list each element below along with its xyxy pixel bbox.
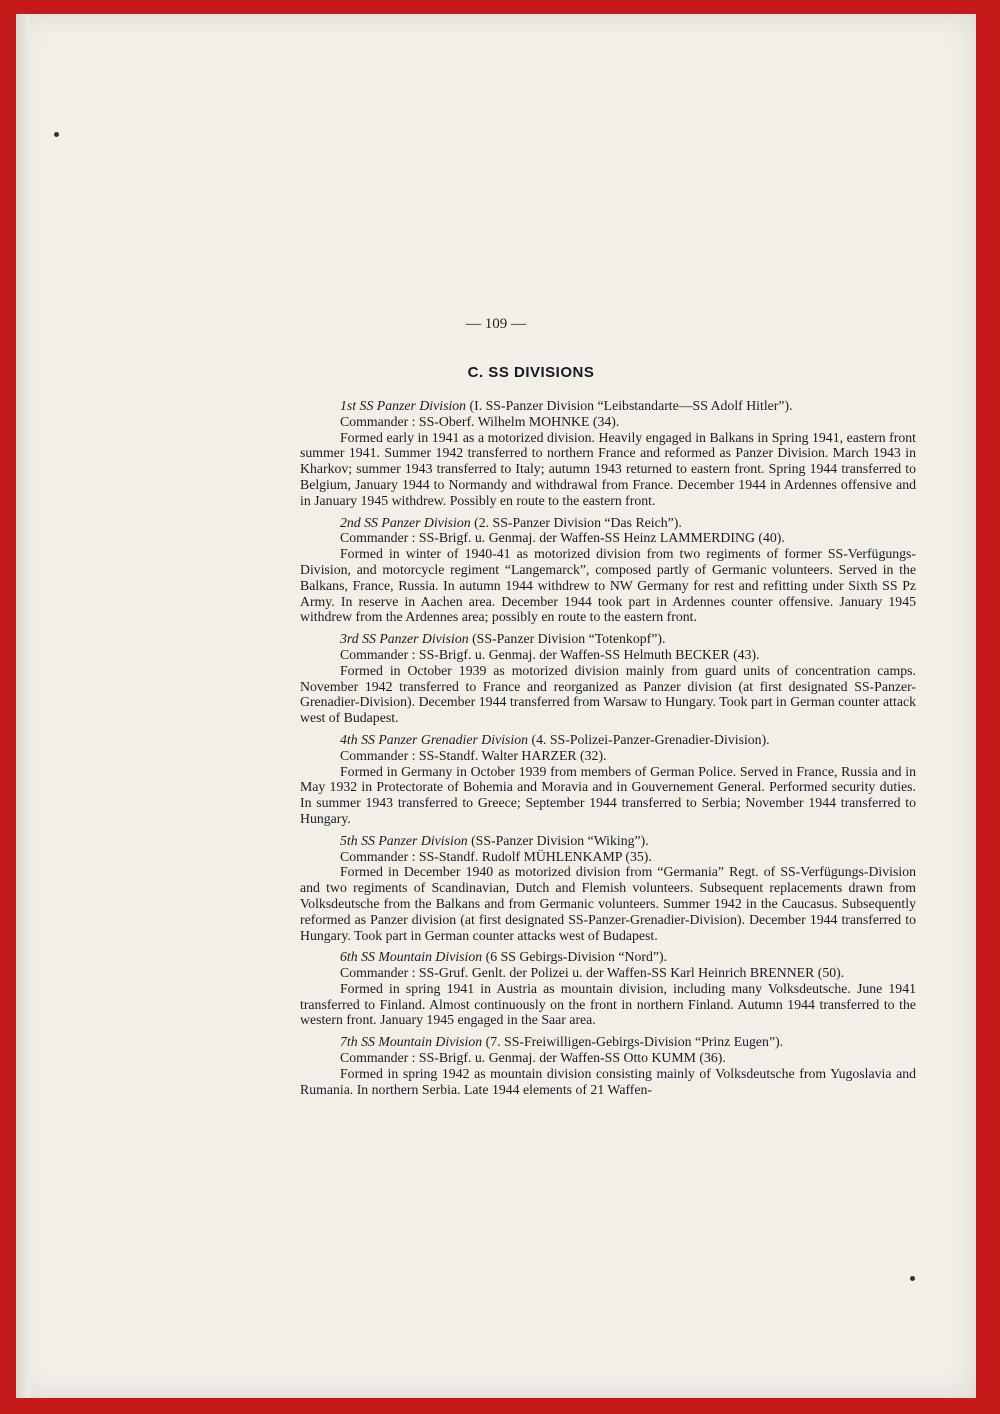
division-title xyxy=(300,515,916,531)
speck-mark xyxy=(910,1276,915,1281)
division-designation: (6 SS Gebirgs-Division “Nord”). xyxy=(482,949,668,965)
division-history: Formed early in 1941 as a motorized division. Heavily engaged in Balkans in Spring 1941, eastern front summer 1941. Summer 1942 transferred to northern France and reformed as Panzer Division. March 1943 in Kharkov; summer 1943 transferred to Italy; autumn 1943 returned to eastern front. Spring 1944 transferred to Belgium, January 1944 to Normandy and withdrawal from France. December 1944 in Ardennes offensive and in January 1945 withdrew. Possibly en route to the eastern front. xyxy=(300,429,916,508)
division-title xyxy=(300,1034,916,1050)
division-designation: (7. SS-Freiwilligen-Gebirgs-Division “Prinz Eugen”). xyxy=(482,1034,784,1050)
division-history: Formed in Germany in October 1939 from members of German Police. Served in France, Russia and in May 1932 in Protectorate of Bohemia and Moravia and in Gouvernement General. Performed security duties. In summer 1943 transferred to Greece; September 1944 transferred to Serbia; November 1944 transferred to Hungary. xyxy=(300,763,916,826)
division-name: 4th SS Panzer Grenadier Division xyxy=(340,731,529,747)
division-commander: Commander : SS-Brigf. u. Genmaj. der Waffen-SS Otto KUMM (36). xyxy=(340,1050,726,1066)
division-designation: (I. SS-Panzer Division “Leibstandarte—SS Adolf Hitler”). xyxy=(466,398,793,413)
division-designation: (2. SS-Panzer Division “Das Reich”). xyxy=(470,514,682,530)
division-entry xyxy=(300,1034,916,1097)
division-commander: Commander : SS-Brigf. u. Genmaj. der Waffen-SS Heinz LAMMERDING (40). xyxy=(340,530,785,546)
division-commander: Commander : SS-Brigf. u. Genmaj. der Waffen-SS Helmuth BECKER (43). xyxy=(340,646,760,662)
speck-mark xyxy=(54,132,59,137)
division-title xyxy=(300,833,916,849)
division-designation: (SS-Panzer Division “Wiking”). xyxy=(467,832,649,848)
division-entry xyxy=(300,833,916,944)
division-commander: Commander : SS-Standf. Rudolf MÜHLENKAMP (35). xyxy=(340,848,652,864)
division-list xyxy=(300,398,916,1103)
division-history: Formed in December 1940 as motorized division from “Germania” Regt. of SS-Verfügungs-Division and two regiments of Scandinavian, Dutch and Flemish volunteers. Subsequent replacements drawn from Volksdeutsche from the Balkans and from Germanic volunteers. Summer 1942 in the Caucasus. Subsequently reformed as Panzer division (at first designated SS-Panzer-Grenadier-Division). December 1944 transferred to Hungary. Took part in German counter attacks west of Budapest. xyxy=(300,864,916,943)
division-designation: (SS-Panzer Division “Totenkopf”). xyxy=(468,631,666,647)
division-name: 3rd SS Panzer Division xyxy=(340,631,469,647)
division-history: Formed in spring 1941 in Austria as mountain division, including many Volksdeutsche. June 1941 transferred to Finland. Almost continuously on the front in northern Finland. Autumn 1944 transferred to the western front. January 1945 engaged in the Saar area. xyxy=(300,980,916,1028)
division-history: Formed in spring 1942 as mountain division consisting mainly of Volksdeutsche from Yugoslavia and Rumania. In northern Serbia. Late 1944 elements of 21 Waffen- xyxy=(300,1065,916,1097)
page-binding-edge xyxy=(16,14,30,1398)
division-entry xyxy=(300,949,916,1028)
division-name: 6th SS Mountain Division xyxy=(340,949,483,965)
division-entry xyxy=(300,398,916,509)
division-name: 5th SS Panzer Division xyxy=(340,832,468,848)
division-title xyxy=(300,732,916,748)
division-designation: (4. SS-Polizei-Panzer-Grenadier-Division). xyxy=(528,731,770,747)
document-page xyxy=(16,14,976,1398)
division-history: Formed in winter of 1940-41 as motorized division from two regiments of former SS-Verfügungs-Division, and motorcycle regiment “Langemarck”, composed partly of Germanic volunteers. Served in the Balkans, France, Russia. In autumn 1944 withdrew to NW Germany for rest and refitting under Sixth SS Pz Army. In reserve in Aachen area. December 1944 took part in Ardennes counter offensive. January 1945 withdrew from the Ardennes area; possibly en route to the eastern front. xyxy=(300,546,916,625)
division-entry xyxy=(300,732,916,827)
division-entry xyxy=(300,631,916,726)
division-name: 1st SS Panzer Division xyxy=(340,398,467,413)
division-name: 7th SS Mountain Division xyxy=(340,1034,483,1050)
section-heading: C. SS DIVISIONS xyxy=(467,364,595,381)
division-title xyxy=(300,398,916,414)
division-commander: Commander : SS-Gruf. Genlt. der Polizei u. der Waffen-SS Karl Heinrich BRENNER (50). xyxy=(340,965,845,981)
division-title xyxy=(300,631,916,647)
division-commander: Commander : SS-Standf. Walter HARZER (32). xyxy=(340,747,607,763)
division-title xyxy=(300,949,916,965)
division-commander: Commander : SS-Oberf. Wilhelm MOHNKE (34). xyxy=(340,413,620,429)
division-history: Formed in October 1939 as motorized division mainly from guard units of concentration camps. November 1942 transferred to France and reorganized as Panzer division (at first designated SS-Panzer-Grenadier-Division). December 1944 transferred from Warsaw to Hungary. Took part in German counter attack west of Budapest. xyxy=(300,662,916,726)
division-entry xyxy=(300,515,916,626)
page-number: — 109 — xyxy=(466,316,526,332)
division-name: 2nd SS Panzer Division xyxy=(340,514,471,530)
